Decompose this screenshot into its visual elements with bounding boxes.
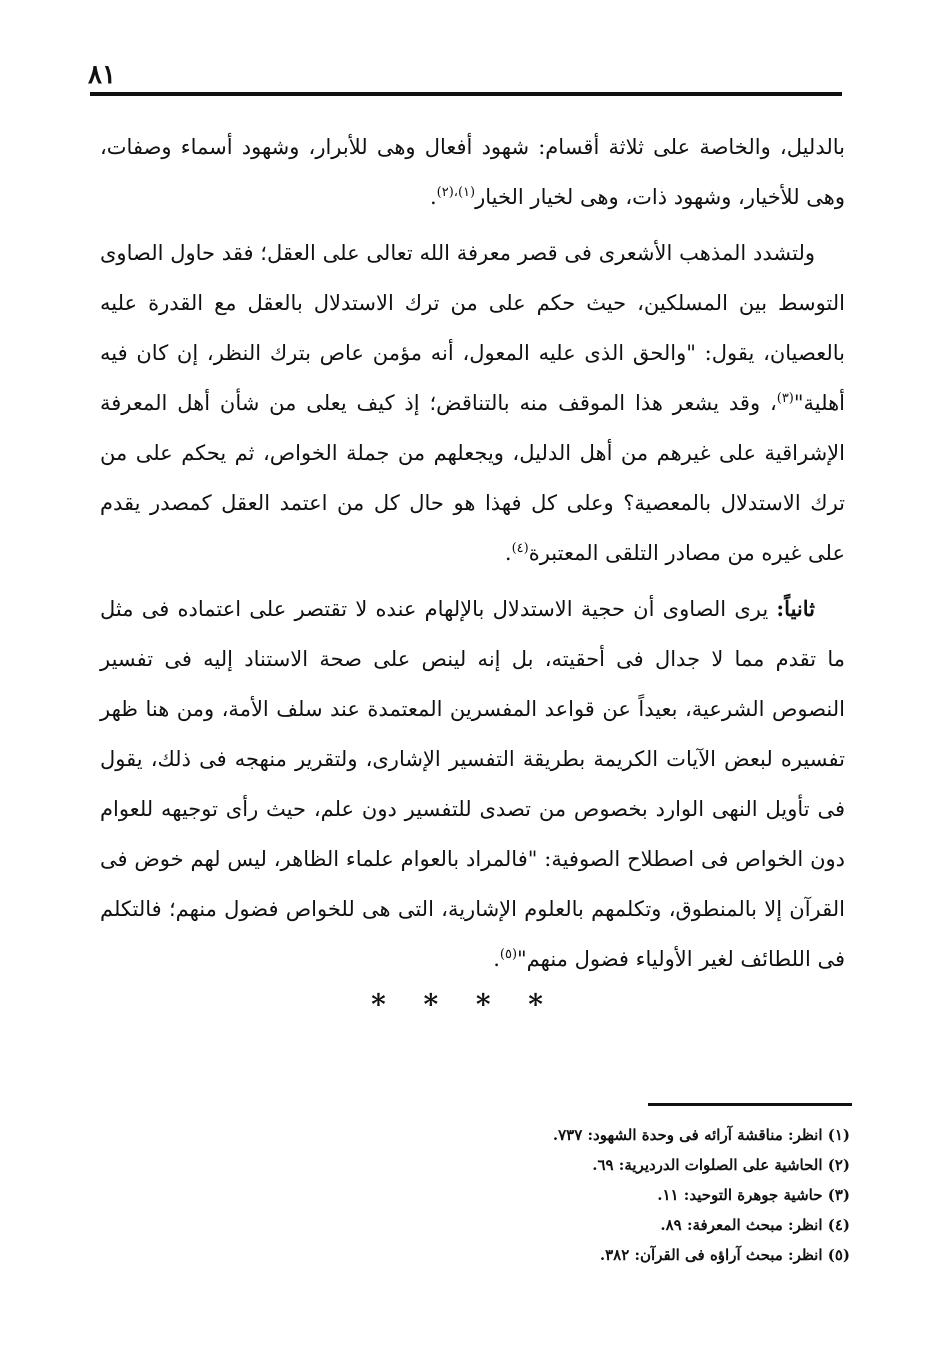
page-number: ٨١ bbox=[88, 60, 116, 90]
footnote-5: (٥) انظر: مبحث آراؤه فى القرآن: ٣٨٢. bbox=[599, 1246, 850, 1264]
paragraph-1-end: . bbox=[429, 185, 437, 209]
footnotes bbox=[440, 1120, 850, 1270]
footnote-3: (٣) حاشية جوهرة التوحيد: ١١. bbox=[657, 1186, 850, 1204]
paragraph-1-text: بالدليل، والخاصة على ثلاثة أقسام: شهود أفعال وهى للأبرار، وشهود أسماء وصفات، وهى للأخيار، وشهود ذات، وهى لخيار الخيار bbox=[100, 135, 845, 209]
header-rule bbox=[90, 92, 842, 96]
body-text bbox=[100, 122, 845, 990]
footnote-4: (٤) انظر: مبحث المعرفة: ٨٩. bbox=[660, 1216, 850, 1234]
paragraph-2 bbox=[100, 228, 845, 578]
paragraph-2-end: . bbox=[504, 541, 512, 565]
section-separator: * * * * bbox=[371, 988, 557, 1021]
paragraph-2-text: ولتشدد المذهب الأشعرى فى قصر معرفة الله تعالى على العقل؛ فقد حاول الصاوى التوسط بين المسلكين، حيث حكم على من ترك الاستدلال بالعقل مع القدرة عليه بالعصيان، يقول: "والحق الذى عليه المعول، أنه مؤمن عاص بترك النظر، إن كان فيه أهلية" bbox=[100, 241, 845, 415]
footnote-rule bbox=[648, 1103, 852, 1106]
paragraph-3 bbox=[100, 584, 845, 984]
footnote-ref-1-2: (١)،(٢) bbox=[436, 185, 476, 200]
footnote-ref-4: (٤) bbox=[511, 541, 529, 556]
paragraph-3-lead: ثانياً: bbox=[776, 596, 815, 621]
footnote-1: (١) انظر: مناقشة آرائه فى وحدة الشهود: ٧٣٧. bbox=[552, 1126, 850, 1144]
paragraph-2-continued: ، وقد يشعر هذا الموقف منه بالتناقض؛ إذ كيف يعلى من شأن أهل المعرفة الإشراقية على غيرهم من أهل الدليل، ويجعلهم من جملة الخواص، ثم يحكم على من ترك الاستدلال بالمعصية؟ وعلى كل فهذا هو حال كل من اعتمد العقل كمصدر يقدم على غيره من مصادر التلقى المعتبرة bbox=[100, 391, 845, 565]
paragraph-3-text: يرى الصاوى أن حجية الاستدلال بالإلهام عنده لا تقتصر على اعتماده فى مثل ما تقدم مما لا جدال فى أحقيته، بل إنه لينص على صحة الاستناد إليه فى تفسير النصوص الشرعية، بعيداً عن قواعد المفسرين المعتمدة عند سلف الأمة، ومن هنا ظهر تفسيره لبعض الآيات الكريمة بطريقة التفسير الإشارى، ولتقرير منهجه فى ذلك، يقول فى تأويل النهى الوارد بخصوص من تصدى للتفسير دون علم، حيث رأى توجيهه للعوام دون الخواص فى اصطلاح الصوفية: "فالمراد بالعوام علماء الظاهر، ليس لهم خوض فى القرآن إلا بالمنطوق، وتكلمهم بالعلوم الإشارية، التى هى للخواص فضول منهم؛ فالتكلم فى اللطائف لغير الأولياء فضول منهم" bbox=[100, 597, 845, 971]
footnote-2: (٢) الحاشية على الصلوات الدرديرية: ٦٩. bbox=[592, 1156, 850, 1174]
footnote-ref-3: (٣) bbox=[776, 391, 794, 406]
paragraph-3-end: . bbox=[493, 947, 500, 971]
footnote-ref-5: (٥) bbox=[499, 947, 518, 962]
paragraph-1 bbox=[100, 122, 845, 222]
